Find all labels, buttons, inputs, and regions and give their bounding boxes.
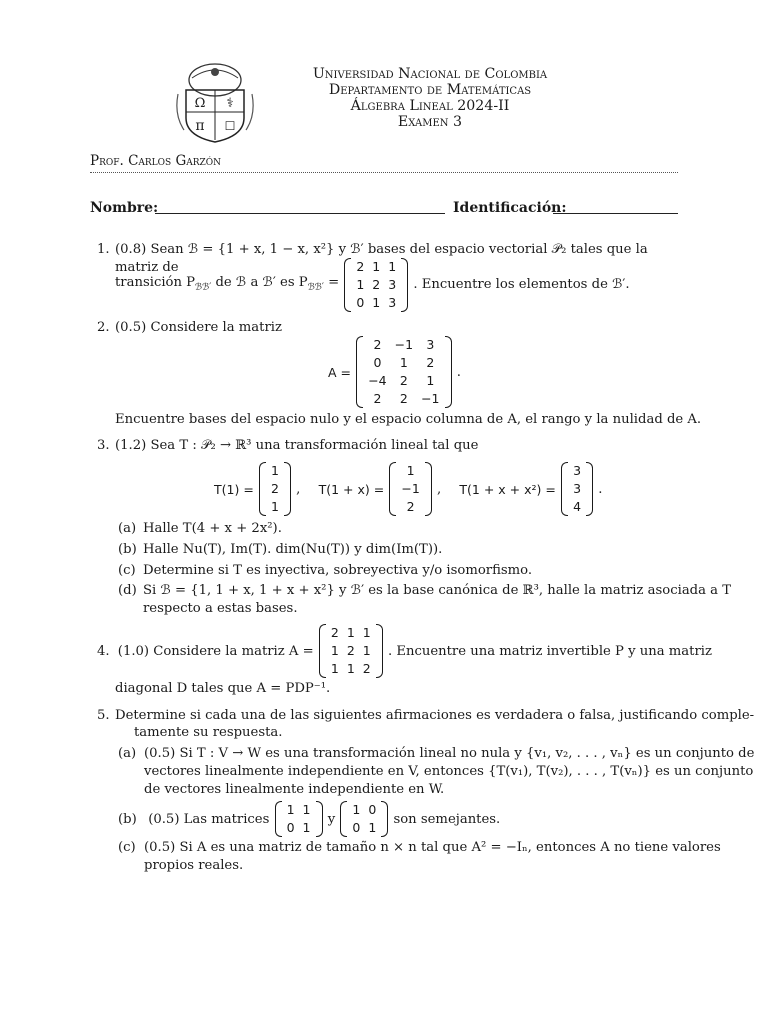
subitem-3d-cont: respecto a estas bases. [143, 601, 298, 616]
subitem-5a-line3: de vectores linealmente independiente en W. [144, 782, 445, 797]
subitem-5c-line1: (0.5) Si A es una matriz de tamaño n × n tal que A² = −Iₙ, entonces A no tiene valores [144, 840, 721, 855]
subitem-5c-line2: propios reales. [144, 858, 244, 873]
problem-5-intro1: Determine si cada una de las siguientes afirmaciones es verdadera o falsa, justificando comple- [115, 708, 755, 723]
university-name: Universidad Nacional de Colombia [312, 66, 548, 82]
problem-2-question: Encuentre bases del espacio nulo y el espacio columna de A, el rango y la nulidad de A. [115, 412, 702, 427]
name-field-line[interactable] [155, 212, 445, 214]
exam-title: Examen 3 [397, 114, 463, 130]
department-name: Departamento de Matemáticas [328, 82, 532, 98]
problem-2-number: 2. [97, 320, 110, 335]
problem-1-line2 [115, 258, 695, 312]
matrix-A: 2 −1 3 0 1 2 −4 2 1 2 2 −1 [355, 336, 452, 408]
subitem-5c-label: (c) [118, 840, 136, 855]
problem-1-line1: (0.8) Sean ℬ = {1 + x, 1 − x, x²} y ℬ′ bases del espacio vectorial 𝒫₂ tales que la matriz de [115, 242, 648, 275]
problem-4-text-b: . Encuentre una matriz invertible P y una matriz [387, 643, 712, 659]
svg-text:Ω: Ω [194, 96, 206, 111]
subitem-5a-line2: vectores linealmente independiente en V, entonces {T(v₁), T(v₂), . . . , T(vₙ)} es un conjunto [144, 764, 754, 779]
problem-3-number: 3. [97, 438, 110, 453]
matrix-b1: 1 1 0 1 [274, 801, 324, 837]
subscript-1: ℬℬ′ [195, 282, 212, 293]
subitem-5b: (b) (0.5) Las matrices 1 1 0 1 y 1 0 0 1 son semejantes. [118, 802, 501, 835]
transformation-values: T(1) = 1 2 1 , T(1 + x) = 1 −1 2 , T(1 + x + x²) = 3 3 4 . [214, 463, 603, 514]
problem-1-number: 1. [97, 242, 110, 257]
vector-T1x: 1 −1 2 [388, 462, 432, 516]
course-name: Álgebra Lineal 2024-II [350, 98, 510, 114]
problem-4-text-a: (1.0) Considere la matriz A = [117, 643, 314, 659]
problem-4-number: 4. [97, 643, 110, 659]
name-label: Nombre: [90, 200, 159, 216]
problem-5-intro2: tamente su respuesta. [134, 725, 283, 740]
professor-name: Prof. Carlos Garzón [90, 153, 222, 169]
transition-matrix: 2 1 1 1 2 3 0 1 3 [343, 258, 409, 312]
svg-text:π: π [195, 118, 205, 134]
exam-header [280, 66, 580, 130]
id-label: Identificación: [453, 200, 567, 216]
problem-2-intro: (0.5) Considere la matriz [115, 320, 282, 335]
university-seal-logo [172, 60, 258, 144]
problem-1-text-b: . Encuentre los elementos de ℬ′. [413, 277, 630, 292]
matrix-A-equation: A = 2 −1 3 0 1 2 −4 2 1 2 2 −1 . [328, 337, 461, 406]
subscript-2: ℬℬ′ [307, 282, 324, 293]
problem-5-number: 5. [97, 708, 110, 723]
svg-text:☐: ☐ [224, 119, 236, 133]
subitem-5a-label: (a) [118, 746, 137, 761]
problem-4-line2: diagonal D tales que A = PDP⁻¹. [115, 681, 331, 696]
svg-text:⚕: ⚕ [226, 96, 234, 111]
dotted-divider [90, 172, 678, 175]
vector-T1xx2: 3 3 4 [560, 462, 594, 516]
problem-4 [97, 624, 712, 678]
matrix-A-p4: 2 1 1 1 2 1 1 1 2 [318, 624, 384, 678]
problem-1-text-a: transición $P_{ℬℬ'}$ de ℬ a ℬ′ es $P_{ℬℬ'}$ = [115, 274, 340, 293]
subitem-5a-line1: (0.5) Si T : V → W es una transformación lineal no nula y {v₁, v₂, . . . , vₙ} es un conjunto de [144, 746, 755, 761]
subitem-5b-label: (b) [118, 811, 137, 827]
problem-3-intro: (1.2) Sea T : 𝒫₂ → ℝ³ una transformación lineal tal que [115, 438, 479, 453]
id-field-line[interactable] [553, 212, 678, 214]
matrix-b2: 1 0 0 1 [339, 801, 389, 837]
vector-T1: 1 2 1 [258, 462, 292, 516]
problem-3-subitems: (a) Halle T(4 + x + 2x²). (b) Halle Nu(T), Im(T). dim(Nu(T)) y dim(Im(T)). (c) Determine si T es inyectiva, sobreyectiva y/o isomorfismo. (d) Si ℬ = {1, 1 + x, 1 + x + x²} y ℬ′ es la base canónica de ℝ³, halle la matriz asociada a T respecto a estas bases. [118, 521, 732, 616]
